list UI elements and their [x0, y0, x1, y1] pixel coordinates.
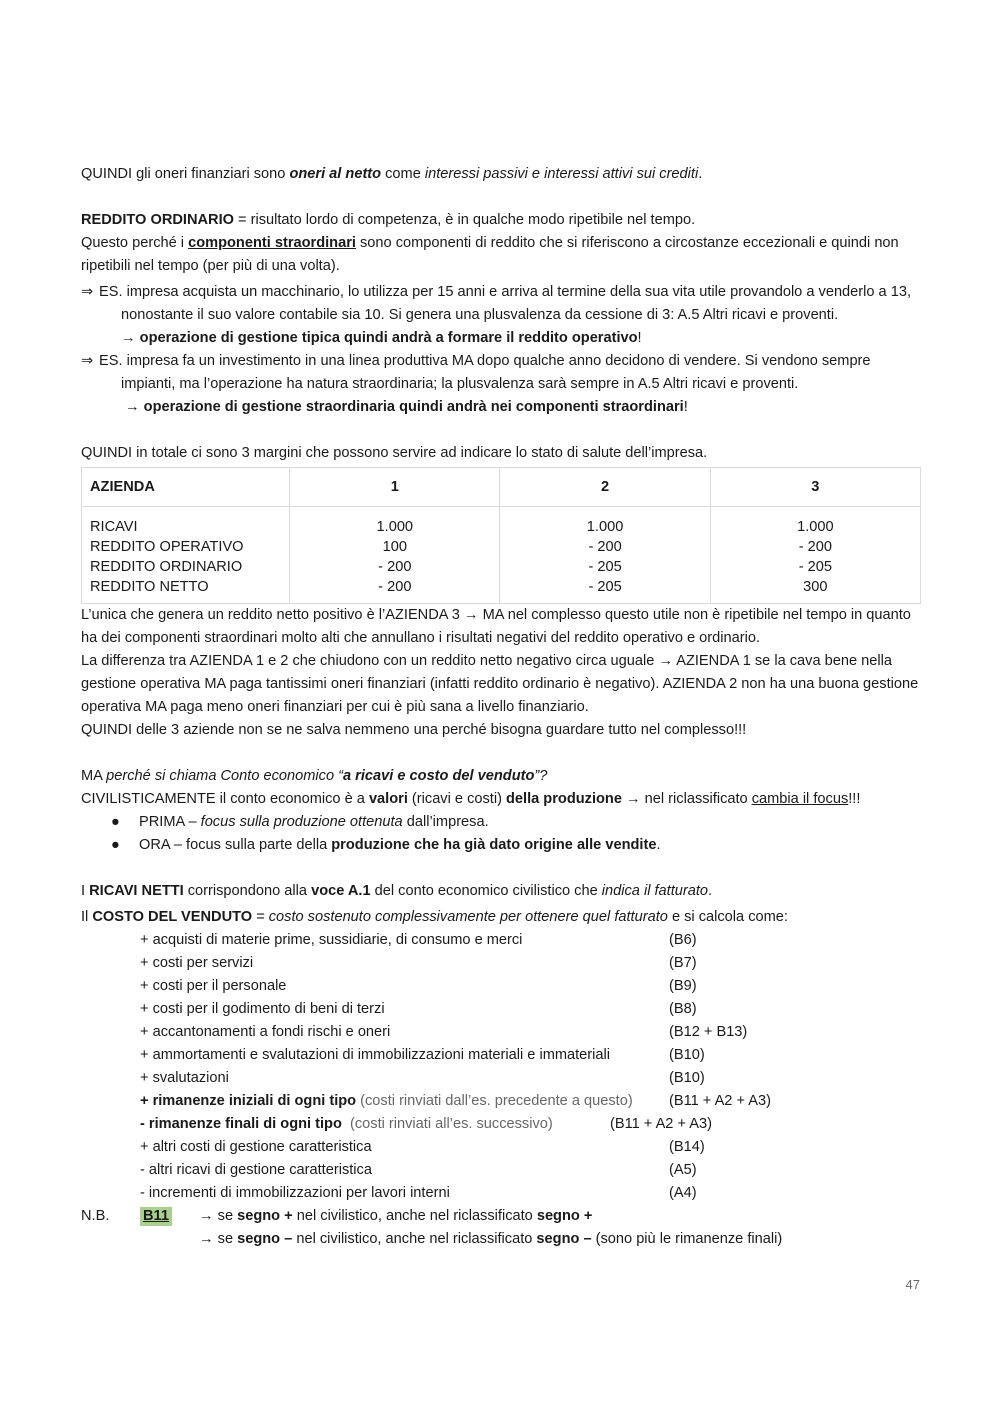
text: . [656, 837, 661, 853]
text: a ricavi e costo del venduto [343, 768, 535, 784]
page-content [81, 163, 921, 1251]
cell-value: - 200 [588, 539, 622, 555]
row-label: RICAVI [90, 519, 138, 535]
text: = [252, 909, 269, 925]
cell-value: - 200 [378, 559, 412, 575]
text: (sono più le rimanenze finali) [591, 1231, 783, 1247]
text: !!! [848, 791, 861, 807]
nota-bene-line [199, 1228, 782, 1251]
text: → se [199, 1208, 238, 1224]
text: COSTO DEL VENDUTO [92, 909, 253, 925]
table-header-cell: 3 [710, 468, 920, 507]
example-2 [81, 350, 921, 419]
text: MA [81, 768, 107, 784]
calc-code: (B10) [669, 1070, 705, 1086]
text: nel civilistico, anche nel riclassificato [292, 1231, 537, 1247]
calc-code: (A4) [669, 1185, 697, 1201]
calc-row [81, 1021, 921, 1044]
text: cambia il focus [751, 791, 849, 807]
cell-value: - 205 [588, 579, 622, 595]
text: operazione di gestione tipica quindi andrà a formare il reddito operativo [139, 330, 638, 346]
example-text: ES. impresa acquista un macchinario, lo utilizza per 15 anni e arriva al termine della sua vita utile provandolo a venderlo a 13, nonostante il suo valore contabile sia 10. Si genera una plusvalenza da cessione di 3: A.5 Altri ricavi e proventi. [99, 284, 912, 323]
text: . [708, 883, 713, 899]
text: della produzione [506, 791, 622, 807]
calc-code: (B6) [669, 932, 697, 948]
calc-code: (B10) [669, 1047, 705, 1063]
calc-row [81, 975, 921, 998]
nota-bene-row [81, 1205, 921, 1228]
term: componenti straordinari [188, 235, 356, 251]
text: sono componenti di reddito che si riferiscono a circostanze eccezionali e quindi non ripetibili nel tempo (per più di una volta). [81, 235, 899, 274]
calc-row [81, 929, 921, 952]
cell-value: - 205 [798, 559, 832, 575]
text: voce A.1 [311, 883, 371, 899]
text: QUINDI gli oneri finanziari sono [81, 166, 290, 182]
double-arrow-icon: ⇒ [81, 284, 94, 300]
paragraph-componenti [81, 232, 921, 278]
calc-label: + costi per il godimento di beni di terzi [140, 1001, 385, 1017]
calc-label: + costi per il personale [140, 978, 287, 994]
text: dall’impresa. [402, 814, 489, 830]
text: PRIMA – [139, 814, 201, 830]
text: e si calcola come: [667, 909, 788, 925]
row-label: REDDITO ORDINARIO [90, 559, 243, 575]
text: (ricavi e costi) [407, 791, 506, 807]
text: ! [683, 399, 688, 415]
calc-code: (B7) [669, 955, 697, 971]
cell-value: 300 [803, 579, 828, 595]
page-number: 47 [905, 1277, 920, 1292]
example-text: ES. impresa fa un investimento in una linea produttiva MA dopo qualche anno decidono di vendere. Si vendono sempre impianti, ma l’operazione ha natura straordinaria; la plusvalenza sarà sempre in A.5 Altri ricavi e proventi. [99, 353, 871, 392]
table-row [82, 507, 921, 604]
text: segno + [237, 1208, 293, 1224]
text: I [81, 883, 90, 899]
double-arrow-icon: ⇒ [81, 353, 94, 369]
text: + rimanenze iniziali di ogni tipo [140, 1093, 357, 1109]
table-cell-labels [82, 507, 290, 604]
text: → se [199, 1231, 238, 1247]
calc-label: + acquisti di materie prime, sussidiarie, di consumo e merci [140, 932, 523, 948]
focus-list [81, 811, 921, 857]
text: → nel riclassificato [621, 791, 752, 807]
calc-code: (B9) [669, 978, 697, 994]
paragraph-reddito-ordinario [81, 209, 921, 232]
text: indica il fatturato [601, 883, 709, 899]
text: perché si chiama Conto economico “ [106, 768, 343, 784]
calc-label: + accantonamenti a fondi rischi e oneri [140, 1024, 391, 1040]
table-cell-azienda-2 [500, 507, 710, 604]
cell-value: 1.000 [586, 519, 624, 535]
text: valori [368, 791, 408, 807]
row-label: REDDITO NETTO [90, 579, 209, 595]
text: ”? [534, 768, 548, 784]
text: ORA – focus sulla parte della [139, 837, 332, 853]
table-cell-azienda-3 [710, 507, 920, 604]
example-conclusion [99, 396, 921, 419]
text: interessi passivi e interessi attivi sui crediti [424, 166, 699, 182]
text: nel civilistico, anche nel riclassificato [292, 1208, 537, 1224]
calc-label: - altri ricavi di gestione caratteristica [140, 1162, 372, 1178]
text: (costi rinviati dall’es. precedente a questo) [356, 1093, 633, 1109]
calc-label: + ammortamenti e svalutazioni di immobilizzazioni materiali e immateriali [140, 1047, 610, 1063]
calc-code: (B8) [669, 1001, 697, 1017]
calc-code: (B14) [669, 1139, 705, 1155]
paragraph-differenza: La differenza tra AZIENDA 1 e 2 che chiudono con un reddito netto negativo circa uguale → AZIENDA 1 se la cava bene nella gestione operativa MA paga tantissimi oneri finanziari (infatti reddito ordinario è negativo). AZIENDA 2 non ha una buona gestione operativa MA paga meno oneri finanziari per cui è più sana a livello finanziario. [81, 653, 919, 715]
paragraph-ricavi-netti [81, 880, 921, 903]
calc-label: - incrementi di immobilizzazioni per lavori interni [140, 1185, 450, 1201]
cell-value: 1.000 [797, 519, 834, 535]
text: Il [81, 909, 93, 925]
text: . [698, 166, 703, 182]
text: corrispondono alla [183, 883, 312, 899]
text: del conto economico civilistico che [370, 883, 602, 899]
text: oneri al netto [289, 166, 382, 182]
highlight-tag: B11 [140, 1207, 172, 1226]
calc-list [81, 929, 921, 1205]
cell-value: - 200 [798, 539, 832, 555]
text: - rimanenze finali di ogni tipo [140, 1116, 342, 1132]
row-label: REDDITO OPERATIVO [90, 539, 244, 555]
text: focus sulla produzione ottenuta [200, 814, 403, 830]
text: segno – [536, 1231, 592, 1247]
calc-label: + altri costi di gestione caratteristica [140, 1139, 372, 1155]
nota-bene-row [81, 1228, 921, 1251]
bullet-icon: ● [111, 837, 120, 853]
list-item [81, 811, 921, 834]
calc-row [81, 1067, 921, 1090]
calc-row [81, 1182, 921, 1205]
calc-code: (B11 + A2 + A3) [669, 1093, 771, 1109]
paragraph-margini: QUINDI in totale ci sono 3 margini che possono servire ad indicare lo stato di salute dell’impresa. [81, 445, 708, 461]
calc-label [140, 1090, 633, 1113]
paragraph-civilisticamente [81, 788, 921, 811]
aziende-table [81, 467, 921, 604]
calc-code: (A5) [669, 1162, 697, 1178]
text: RICAVI NETTI [89, 883, 184, 899]
table-header-cell: AZIENDA [82, 468, 290, 507]
text: costo sostenuto complessivamente per ottenere quel fatturato [268, 909, 668, 925]
cell-value: 1.000 [376, 519, 414, 535]
calc-row [81, 1159, 921, 1182]
text: (costi rinviati all’es. successivo) [341, 1116, 553, 1132]
calc-row [81, 998, 921, 1021]
text: Questo perché i [81, 235, 189, 251]
calc-row [81, 1136, 921, 1159]
paragraph-costo-venduto [81, 906, 921, 929]
text: come [381, 166, 425, 182]
text: produzione che ha già dato origine alle vendite [331, 837, 657, 853]
calc-row [81, 1044, 921, 1067]
table-header-cell: 2 [500, 468, 710, 507]
calc-row [81, 952, 921, 975]
calc-row-rimanenze-iniziali [81, 1090, 921, 1113]
calc-label: + costi per servizi [140, 955, 254, 971]
calc-code: (B11 + A2 + A3) [610, 1116, 712, 1132]
nota-bene-label: N.B. [81, 1208, 110, 1224]
text: segno – [237, 1231, 293, 1247]
calc-label: + svalutazioni [140, 1070, 229, 1086]
calc-label [140, 1113, 553, 1136]
paragraph-conclusione: QUINDI delle 3 aziende non se ne salva nemmeno una perché bisogna guardare tutto nel complesso!!! [81, 722, 747, 738]
text: operazione di gestione straordinaria quindi andrà nei componenti straordinari [143, 399, 684, 415]
table-cell-azienda-1 [290, 507, 500, 604]
text: → [125, 399, 144, 415]
list-item [81, 834, 921, 857]
paragraph-domanda [81, 765, 921, 788]
example-conclusion [99, 327, 921, 350]
bullet-icon: ● [111, 814, 120, 830]
calc-code: (B12 + B13) [669, 1024, 748, 1040]
cell-value: - 205 [588, 559, 622, 575]
nota-bene-line [199, 1205, 592, 1228]
cell-value: 100 [382, 539, 407, 555]
term: REDDITO ORDINARIO [81, 212, 234, 228]
paragraph-azienda-3: L’unica che genera un reddito netto positivo è l’AZIENDA 3 → MA nel complesso questo utile non è ripetibile nel tempo in quanto ha dei componenti straordinari molto alti che annullano i risultati negativi del reddito operativo e ordinario. [81, 607, 911, 646]
calc-row-rimanenze-finali [81, 1113, 921, 1136]
text: ! [637, 330, 642, 346]
example-1 [81, 281, 921, 350]
table-header-row [82, 468, 921, 507]
text: CIVILISTICAMENTE il conto economico è a [81, 791, 369, 807]
text: segno + [536, 1208, 593, 1224]
text: → [121, 330, 140, 346]
table-header-cell: 1 [290, 468, 500, 507]
cell-value: - 200 [378, 579, 412, 595]
text: = risultato lordo di competenza, è in qualche modo ripetibile nel tempo. [233, 212, 696, 228]
paragraph-oneri [81, 163, 921, 186]
